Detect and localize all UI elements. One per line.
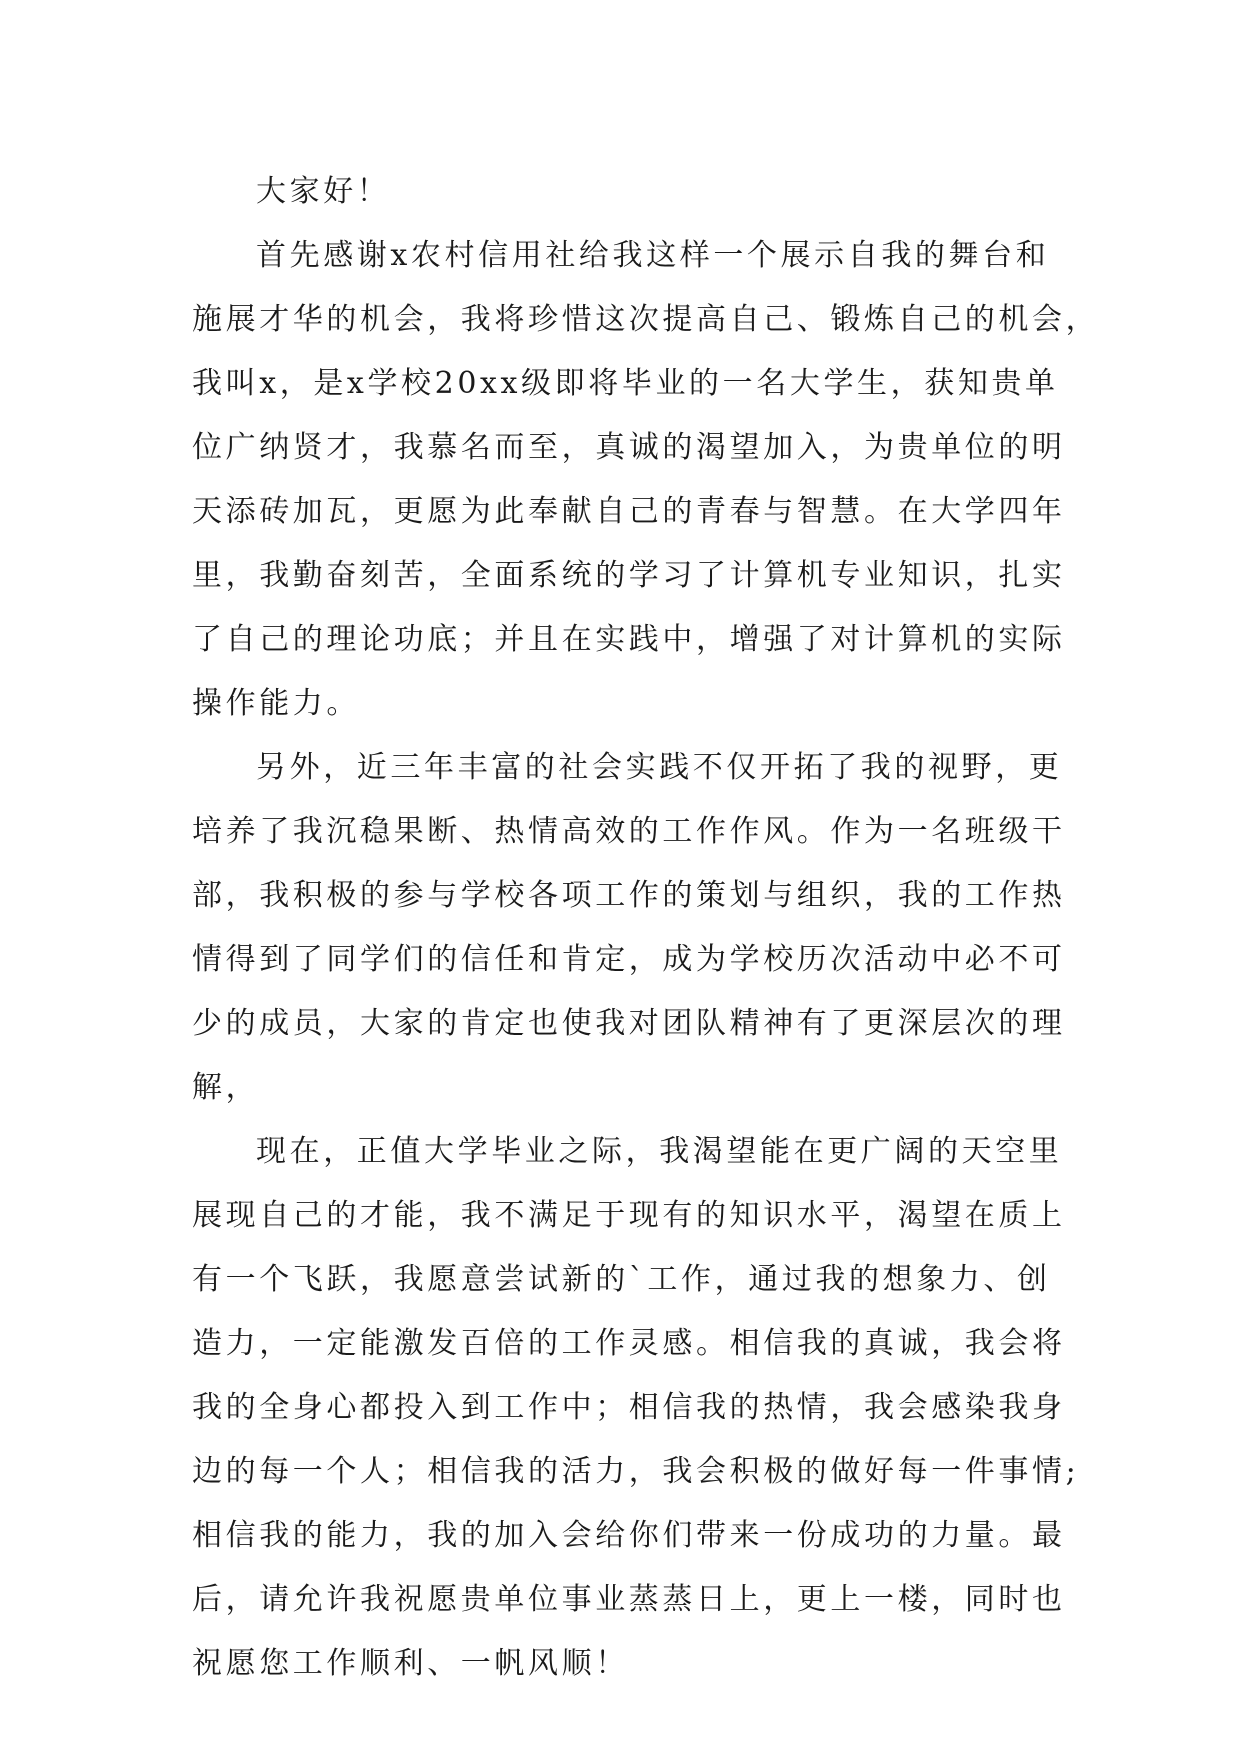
paragraph-3-line-9: 祝愿您工作顺利、一帆风顺！ bbox=[192, 1646, 629, 1681]
paragraph-3-line-1: 现在，正值大学毕业之际，我渴望能在更广阔的天空里 bbox=[256, 1134, 1063, 1169]
paragraph-1-line-7: 了自己的理论功底；并且在实践中，增强了对计算机的实际 bbox=[192, 622, 1066, 657]
letter-body bbox=[192, 160, 1100, 1696]
paragraph-3-line-2: 展现自己的才能，我不满足于现有的知识水平，渴望在质上 bbox=[192, 1198, 1066, 1233]
paragraph-3-line-5: 我的全身心都投入到工作中；相信我的热情，我会感染我身 bbox=[192, 1390, 1066, 1425]
greeting-line: 大家好！ bbox=[256, 174, 391, 209]
paragraph-2-line-5: 少的成员，大家的肯定也使我对团队精神有了更深层次的理 bbox=[192, 1006, 1066, 1041]
paragraph-2-line-3: 部，我积极的参与学校各项工作的策划与组织，我的工作热 bbox=[192, 878, 1066, 913]
paragraph-1-line-3: 我叫x，是x学校20xx级即将毕业的一名大学生，获知贵单 bbox=[192, 366, 1059, 401]
paragraph-1-line-6: 里，我勤奋刻苦，全面系统的学习了计算机专业知识，扎实 bbox=[192, 558, 1066, 593]
paragraph-2-line-2: 培养了我沉稳果断、热情高效的工作作风。作为一名班级干 bbox=[192, 814, 1066, 849]
paragraph-2-line-4: 情得到了同学们的信任和肯定，成为学校历次活动中必不可 bbox=[192, 942, 1066, 977]
paragraph-1-line-2: 施展才华的机会，我将珍惜这次提高自己、锻炼自己的机会， bbox=[192, 302, 1100, 337]
paragraph-3-line-7: 相信我的能力，我的加入会给你们带来一份成功的力量。最 bbox=[192, 1518, 1066, 1553]
paragraph-3-line-6: 边的每一个人；相信我的活力，我会积极的做好每一件事情; bbox=[192, 1454, 1080, 1489]
paragraph-1-line-1: 首先感谢x农村信用社给我这样一个展示自我的舞台和 bbox=[256, 238, 1050, 273]
paragraph-1-line-5: 天添砖加瓦，更愿为此奉献自己的青春与智慧。在大学四年 bbox=[192, 494, 1066, 529]
paragraph-3-line-4: 造力，一定能激发百倍的工作灵感。相信我的真诚，我会将 bbox=[192, 1326, 1066, 1361]
paragraph-1-line-4: 位广纳贤才，我慕名而至，真诚的渴望加入，为贵单位的明 bbox=[192, 430, 1066, 465]
paragraph-2-line-6: 解， bbox=[192, 1070, 260, 1105]
paragraph-1-line-8: 操作能力。 bbox=[192, 686, 360, 721]
paragraph-2-line-1: 另外，近三年丰富的社会实践不仅开拓了我的视野，更 bbox=[256, 750, 1063, 785]
paragraph-3-line-3: 有一个飞跃，我愿意尝试新的`工作，通过我的想象力、创 bbox=[192, 1262, 1051, 1297]
paragraph-3-line-8: 后，请允许我祝愿贵单位事业蒸蒸日上，更上一楼，同时也 bbox=[192, 1582, 1066, 1617]
